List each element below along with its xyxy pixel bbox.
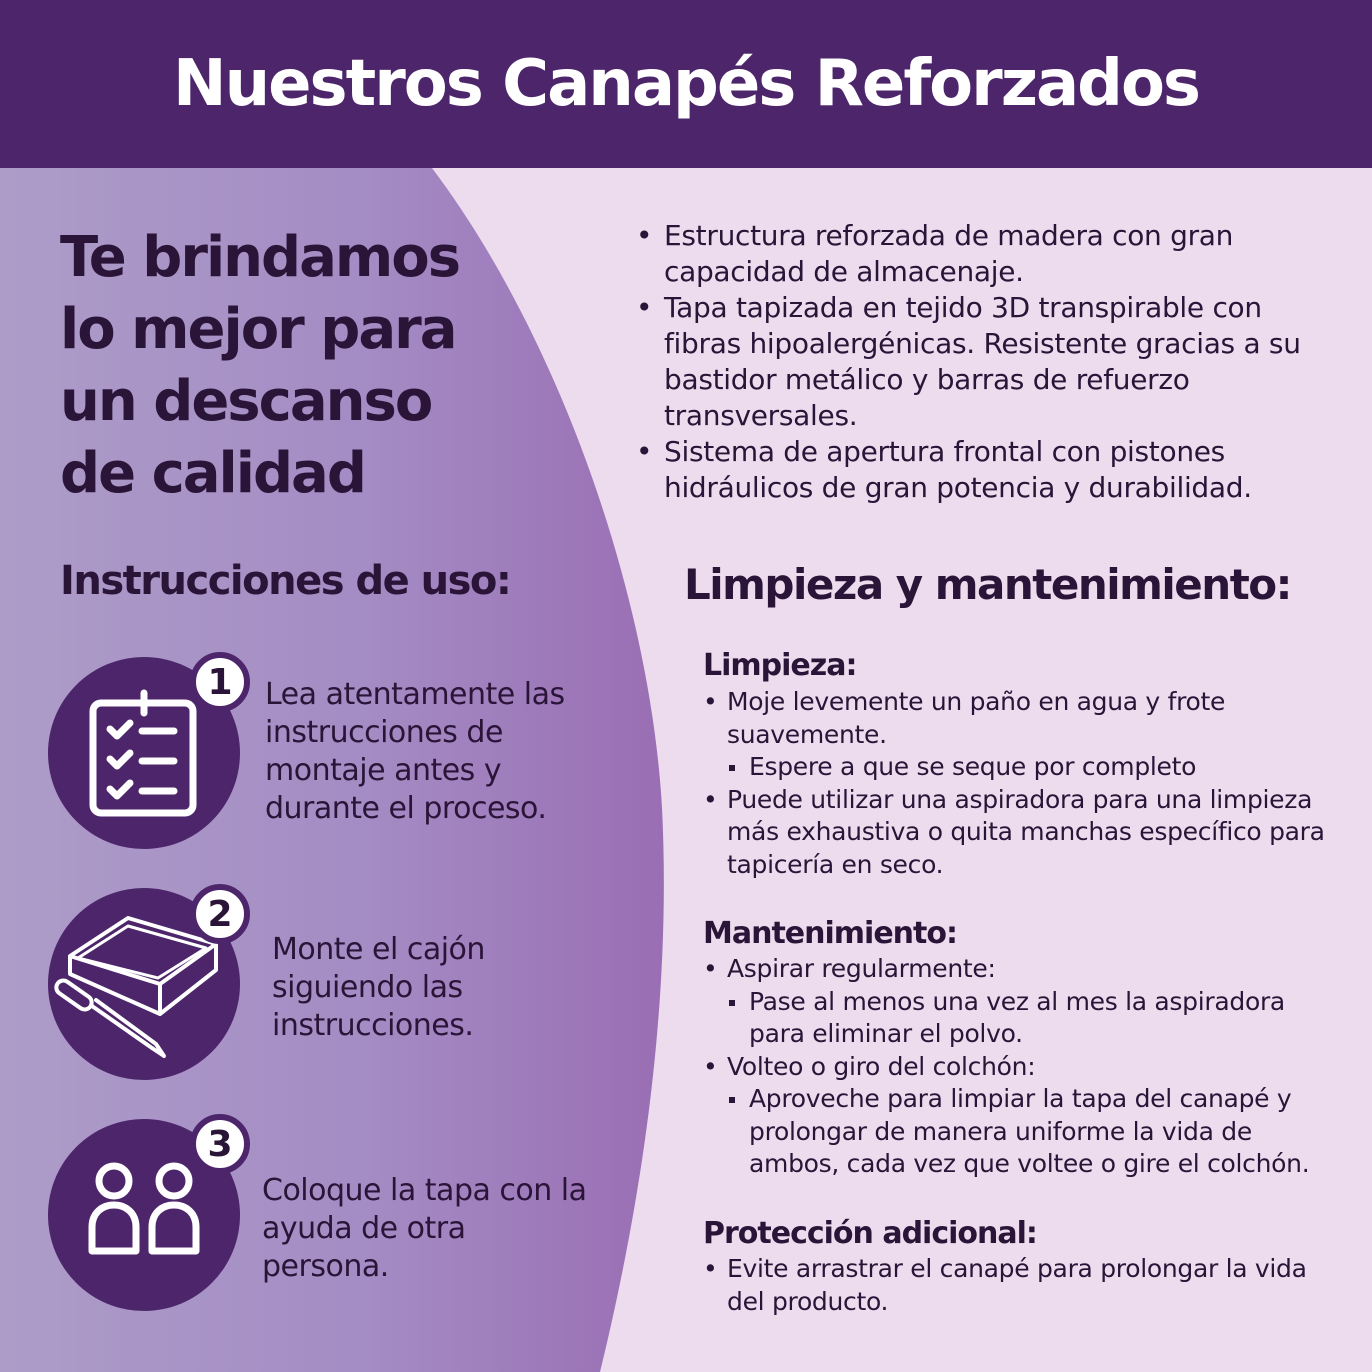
header-banner: [0, 0, 1372, 168]
sub-list-item: Pase al menos una vez al mes la aspiradora para eliminar el polvo.: [703, 986, 1343, 1051]
protection-title: Protección adicional:: [703, 1216, 1037, 1251]
step-2-number: 2: [190, 884, 250, 944]
tagline-line: lo mejor para: [60, 297, 456, 362]
list-item: • Aspirar regularmente:: [703, 953, 1343, 986]
step-3-text: Coloque la tapa con la ayuda de otra persona.: [262, 1173, 587, 1284]
protection-list: [703, 1253, 1343, 1318]
features-list: [636, 218, 1336, 506]
tagline-line: Te brindamos: [60, 225, 460, 290]
sub-list-item: Aproveche para limpiar la tapa del canapé y prolongar de manera uniforme la vida de ambos, cada vez que voltee o gire el colchón.: [703, 1083, 1343, 1181]
step-1-text: Lea atentamente las instrucciones de montaje antes y durante el proceso.: [265, 677, 565, 826]
sub-list-item: Espere a que se seque por completo: [703, 751, 1343, 784]
feature-item: • Tapa tapizada en tejido 3D transpirable con fibras hipoalergénicas. Resistente gracias a su bastidor metálico y barras de refuerzo transversales.: [636, 290, 1336, 434]
step-2-text: Monte el cajón siguiendo las instrucciones.: [272, 932, 485, 1043]
step-3-number: 3: [190, 1114, 250, 1174]
list-item: • Puede utilizar una aspiradora para una limpieza más exhaustiva o quita manchas específico para tapicería en seco.: [703, 784, 1343, 882]
upkeep-list: [703, 953, 1343, 1181]
list-item: • Moje levemente un paño en agua y frote suavemente.: [703, 686, 1343, 751]
upkeep-title: Mantenimiento:: [703, 916, 957, 951]
cleaning-title: Limpieza:: [703, 648, 857, 683]
tagline: [60, 222, 459, 510]
instructions-heading: Instrucciones de uso:: [60, 558, 511, 604]
cleaning-list: [703, 686, 1343, 881]
feature-item: • Sistema de apertura frontal con pistones hidráulicos de gran potencia y durabilidad.: [636, 434, 1336, 506]
list-item: • Evite arrastrar el canapé para prolongar la vida del producto.: [703, 1253, 1343, 1318]
page-title: Nuestros Canapés Reforzados: [173, 47, 1199, 121]
step-1-number: 1: [190, 652, 250, 712]
tagline-line: de calidad: [60, 441, 365, 506]
list-item: • Volteo o giro del colchón:: [703, 1051, 1343, 1084]
feature-item: • Estructura reforzada de madera con gran capacidad de almacenaje.: [636, 218, 1336, 290]
maintenance-heading: Limpieza y mantenimiento:: [684, 560, 1291, 609]
tagline-line: un descanso: [60, 369, 432, 434]
